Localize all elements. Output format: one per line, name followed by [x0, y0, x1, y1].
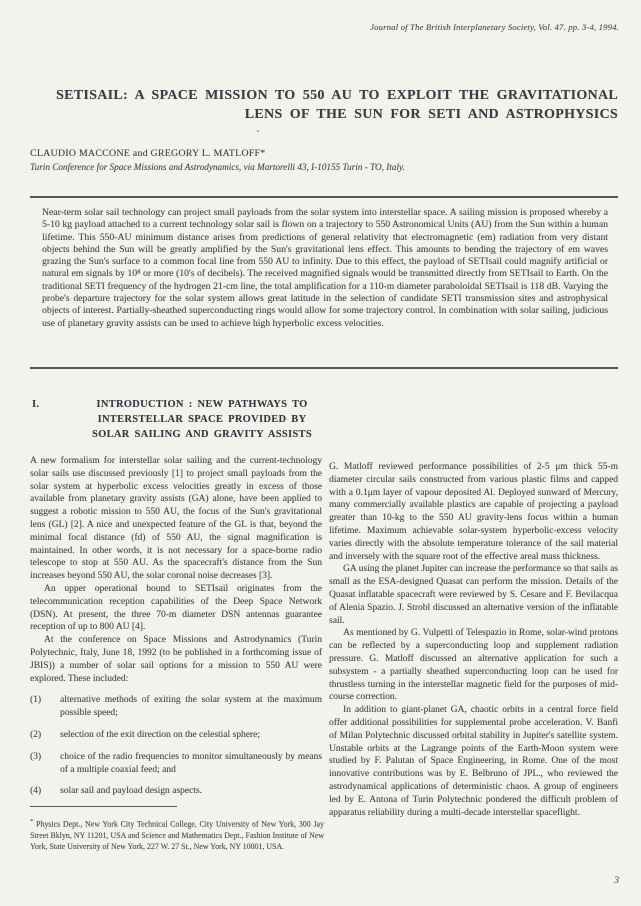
list-item-text: selection of the exit direction on the celestial sphere;: [60, 729, 260, 740]
list-item-text: solar sail and payload design aspects.: [60, 786, 202, 797]
numbered-list-item: [30, 751, 322, 777]
page-number: 3: [614, 876, 619, 886]
right-column: [329, 461, 618, 819]
footnote-rule: [30, 806, 177, 807]
section-heading-lines: [82, 397, 322, 443]
list-item-number: (2): [30, 729, 42, 740]
paper-title: [25, 86, 618, 124]
footnote-text: Physics Dept., New York City Technical College, City University of New York, 300 Jay Street Bklyn, NY 11201, USA and Science and Mathematics Dept., Fashion Institute of New York, State University of New York, 227 W. 27 St., New York, NY 10001, USA.: [30, 819, 324, 852]
body-paragraph: GA using the planet Jupiter can increase the performance so that sails as small as the ESA-designed Quasat can perform the mission. Details of the Quasat inflatable spacecraft were reviewed by S. Cesare and F. Bevilacqua of Alenia Spazio. J. Strobl discussed an alternative version of the inflatable sail.: [329, 564, 618, 626]
left-column: [30, 455, 322, 798]
body-paragraph: In addition to giant-planet GA, chaotic orbits in a central force field offer additional possibilities for supplemental probe acceleration. V. Banfi of Milan Polytechnic discussed orbital stability in Jupiter's satellite system. Unstable orbits at the Lagrange points of the Earth-Moon system were studied by F. Palutan of Space Engineering, in Rome. One of the most innovative contributions was by E. Belbruno of JPL., who reviewed the astrodynamical applications of deterministic chaos. A group of engineers led by E. Antona of Turin Polytechnic pondered the difficult problem of apparatus reliability during a multi-decade interstellar spaceflight.: [329, 705, 618, 818]
list-item-number: (1): [30, 695, 42, 706]
section-heading-line-1: INTRODUCTION : NEW PATHWAYS TO: [96, 399, 308, 410]
body-paragraph: G. Matloff reviewed performance possibilities of 2-5 μm thick 55-m diameter circular sails constructed from various plastic films and capped with a 0.1μm layer of vapour deposited Al. Deployed sunward of Mercury, many commercially available plastics are capable of projecting a payload greater than 10-kg to the 550 AU gravity-lens focus within a human lifetime. Maximum achievable solar-system hyperbolic-excess velocity varies directly with the absolute temperature tolerance of the sail material and inversely with the square root of the effective areal mass thickness.: [329, 462, 618, 562]
body-paragraph: A new formalism for interstellar solar sailing and the current-technology solar sails use discussed previously [1] to project small payloads from the solar system at hyperbolic excess velocities greatly in excess of those available from planetary gravity assists (GA) alone, have been applied to suggest a robotic mission to 550 AU, the focus of the Sun's gravitational lens (GL) [2]. A nice and unexpected feature of the GL is that, beyond the minimal focal distance (fd) of 550 AU, the signal magnification is maintained. In other words, it is not necessary for a space-borne radio telescope to stop at 550 AU. As the spacecraft's distance from the Sun increases beyond 550 AU, the solar coronal noise decreases [3].: [30, 456, 322, 582]
list-item-text: choice of the radio frequencies to monitor simultaneously by means of a multiple coaxial feed; and: [60, 751, 322, 775]
section-heading-line-2: INTERSTELLAR SPACE PROVIDED BY: [97, 414, 307, 426]
body-paragraph: At the conference on Space Missions and Astrodynamics (Turin Polytechnic, Italy, June 18, 1992 (to be published in a forthcoming issue of JBIS)) a number of solar sail options for a mission to 550 AU were explored. These included:: [30, 635, 322, 684]
affiliation-line: Turin Conference for Space Missions and Astrodynamics, via Martorelli 43, I-10155 Turin - TO, Italy.: [30, 162, 405, 172]
abstract-text: Near-term solar sail technology can project small payloads from the solar system into interstellar space. A sailing mission is proposed whereby a 5-10 kg payload attached to a current technology solar sail is flown on a trajectory to 550 Astronomical Units (AU) from the Sun within a human lifetime. This 550-AU minimum distance arises from predictions of general relativity that electromagnetic (em) radiation from very distant objects behind the Sun will be greatly amplified by the Sun's gravitational lens effect. This amounts to bending the trajectory of em waves grazing the Sun's surface to a common focal line from 550 AU to infinity. Due to this effect, the payload of SETIsail could magnify artificial or natural em signals by 10⁸ or more (10's of decibels). The received magnified signals would be transmitted directly from SETIsail to Earth. On the traditional SETI frequency of the hydrogen 21-cm line, the total amplification for a 110-m diameter paraboloidal SETIsail is 118 dB. Varying the probe's departure trajectory for the solar system allows great latitude in the selection of candidate SETI transmission sites and astrophysical objects of interest. Partially-sheathed superconducting rings would allow for some trajectory control. In combination with solar sailing, judicious use of planetary gravity assists can be used to achieve high hyperbolic excess velocities.: [42, 207, 608, 329]
list-item-text: alternative methods of exiting the solar system at the maximum possible speed;: [60, 695, 322, 719]
footnote: [30, 816, 324, 853]
body-paragraph: An upper operational bound to SETIsail originates from the telecommunication reception capabilities of the Deep Space Network (DSN). At present, the three 70-m diameter DSN antennas guarantee reception of up to 800 AU [4].: [30, 583, 322, 633]
journal-header: Journal of The British Interplanetary Society, Vol. 47. pp. 3-4, 1994.: [370, 22, 619, 32]
paper-title-line-1: SETISAIL: A SPACE MISSION TO 550 AU TO EXPLOIT THE GRAVITATIONAL: [56, 88, 618, 103]
abstract-bottom-rule: [30, 367, 618, 369]
numbered-list-item: [30, 729, 322, 742]
footnote-marker: *: [30, 818, 34, 825]
section-heading: [30, 397, 322, 443]
section-heading-line-3: SOLAR SAILING AND GRAVITY ASSISTS: [92, 429, 312, 441]
list-item-number: (4): [30, 786, 42, 797]
list-item-number: (3): [30, 751, 42, 762]
section-number: I.: [32, 399, 40, 410]
numbered-list-item: [30, 785, 322, 798]
paper-title-line-2: LENS OF THE SUN FOR SETI AND ASTROPHYSICS: [244, 107, 618, 122]
authors-line: CLAUDIO MACCONE and GREGORY L. MATLOFF*: [30, 148, 266, 159]
numbered-list-item: [30, 694, 322, 720]
abstract-top-rule: [30, 196, 618, 198]
scan-artifact-mark: `: [256, 129, 260, 141]
body-paragraph: As mentioned by G. Vulpetti of Telespazio in Rome, solar-wind protons can be reflected by a superconducting loop and supplement radiation pressure. G. Matloff discussed an alternative application for such a subsystem - a partially sheathed superconducting loop can be used for thrustless turning in the interstellar magnetic field for the purposes of mid-course correction.: [329, 628, 618, 703]
